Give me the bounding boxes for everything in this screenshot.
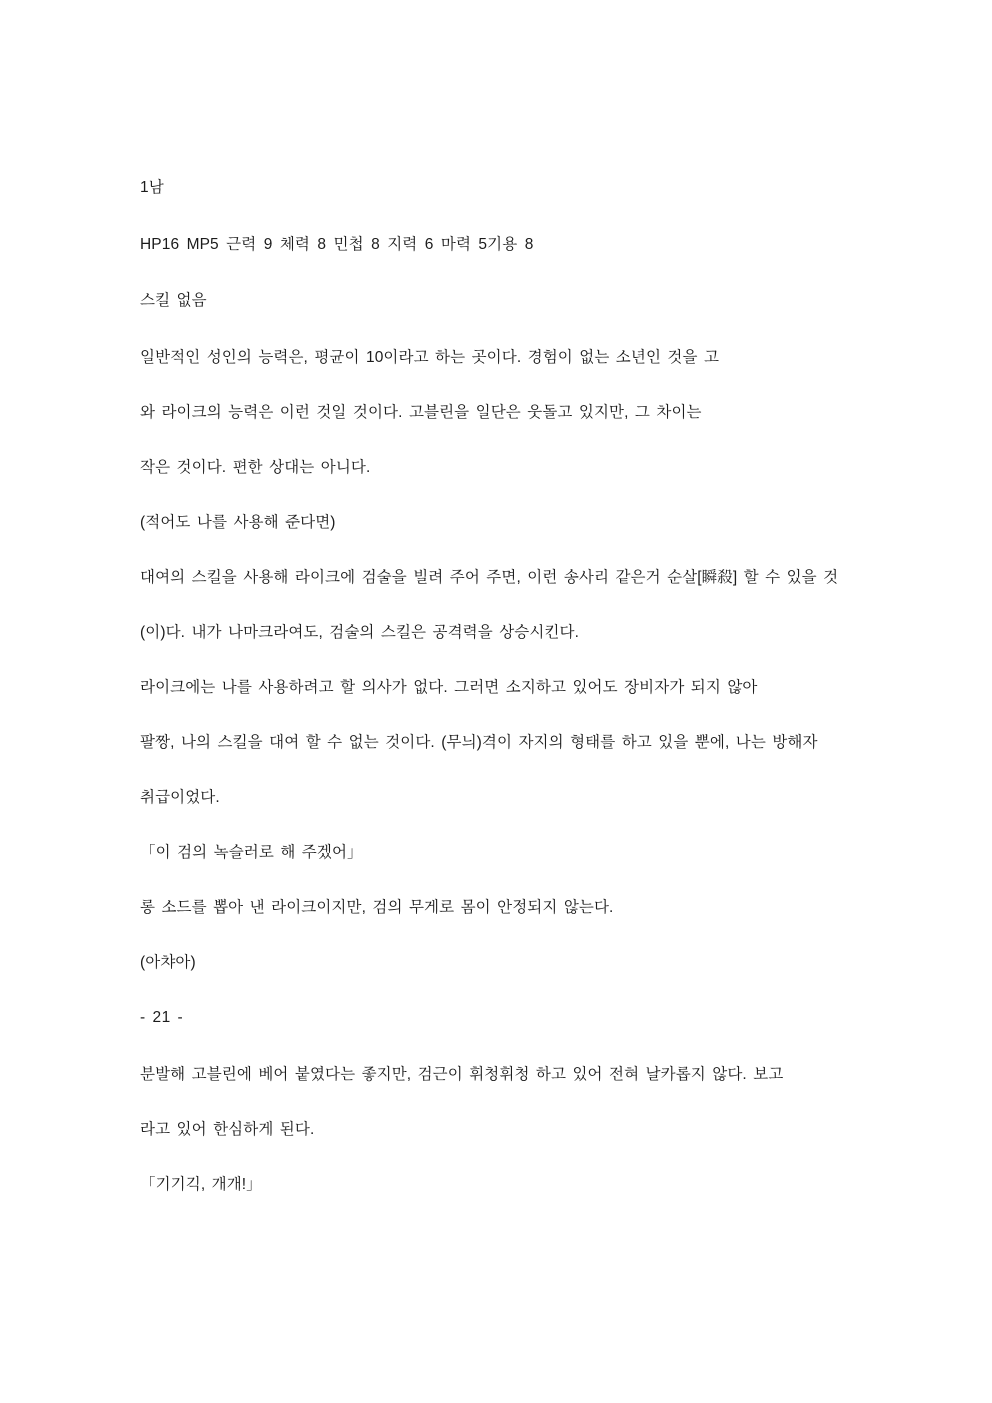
page-number-marker: - 21 - [140,1009,184,1027]
paragraph-stat-line: HP16 MP5 근력 9 체력 8 민첩 8 지력 6 마력 5기용 8 [140,236,534,254]
paragraph-body-7: 팔짱, 나의 스킬을 대여 할 수 없는 것이다. (무늬)격이 자지의 형태를 하고 있을 뿐에, 나는 방해자 [140,734,818,752]
document-body [140,176,862,1197]
paragraph-body-1: 일반적인 성인의 능력은, 평균이 10이라고 하는 곳이다. 경험이 없는 소년인 것을 고 [140,349,720,367]
paragraph-body-11: 라고 있어 한심하게 된다. [140,1121,315,1139]
paragraph-dialogue-2: 「기기긱, 개개!」 [140,1176,262,1194]
paragraph-body-9: 롱 소드를 뽑아 낸 라이크이지만, 검의 무게로 몸이 안정되지 않는다. [140,899,614,917]
paragraph-inner-thought-1: (적어도 나를 사용해 준다면) [140,514,336,532]
paragraph-body-5: (이)다. 내가 나마크라여도, 검술의 스킬은 공격력을 상승시킨다. [140,624,580,642]
paragraph-body-10: 분발해 고블린에 베어 붙였다는 좋지만, 검근이 휘청휘청 하고 있어 전혀 날카롭지 않다. 보고 [140,1066,784,1084]
paragraph-skill-line: 스킬 없음 [140,292,207,310]
paragraph-inner-thought-2: (아챠아) [140,954,196,972]
paragraph-body-3: 작은 것이다. 편한 상대는 아니다. [140,459,371,477]
paragraph-body-8: 취급이었다. [140,789,220,807]
paragraph-character-name: 1남 [140,179,164,196]
paragraph-dialogue-1: 「이 검의 녹슬러로 해 주겠어」 [140,844,363,862]
paragraph-body-6: 라이크에는 나를 사용하려고 할 의사가 없다. 그러면 소지하고 있어도 장비자가 되지 않아 [140,679,758,697]
paragraph-body-4: 대여의 스킬을 사용해 라이크에 검술을 빌려 주어 주면, 이런 송사리 같은거 순살[瞬殺] 할 수 있을 것 [140,569,839,587]
paragraph-body-2: 와 라이크의 능력은 이런 것일 것이다. 고블린을 일단은 웃돌고 있지만, 그 차이는 [140,404,702,422]
